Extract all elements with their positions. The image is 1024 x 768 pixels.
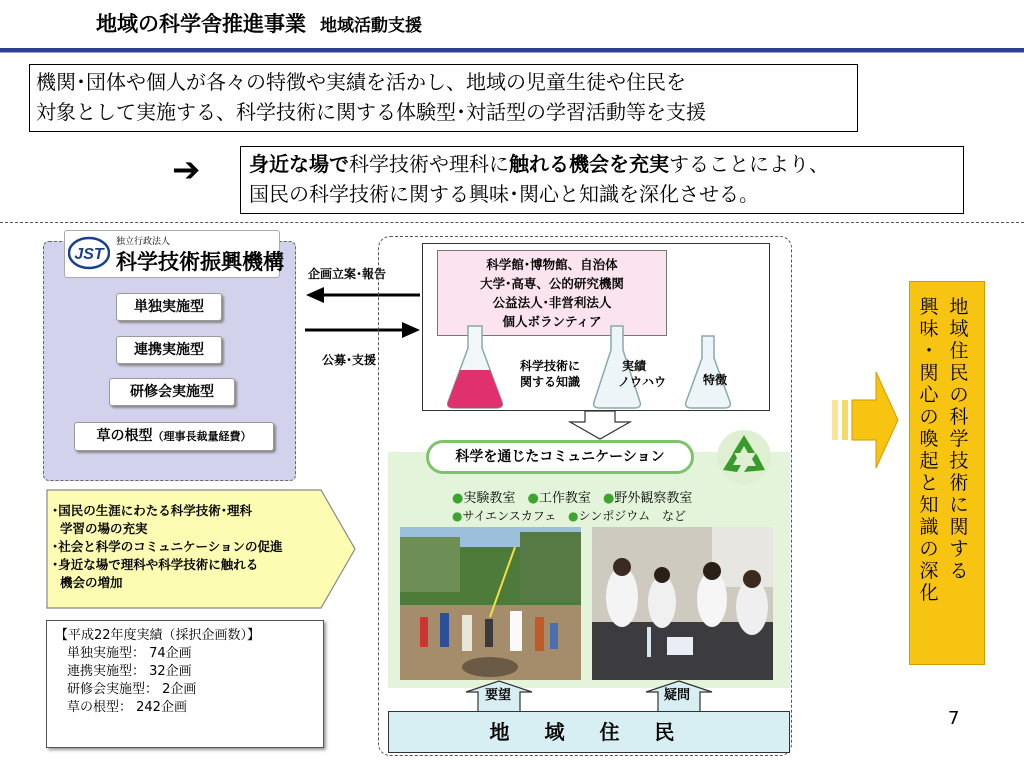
objective-item: 機会の増加	[60, 575, 123, 590]
outcome-char: 科	[949, 406, 969, 428]
question-label: 疑問	[664, 688, 691, 703]
results-heading: 【平成22年度実績（採択企画数）】	[55, 628, 261, 643]
type-partnership: 連携実施型	[116, 336, 222, 364]
right-arrow-icon: ➔	[172, 150, 201, 190]
flow-report-label: 企画立案･報告	[308, 267, 387, 281]
outcome-char: 起	[919, 450, 939, 472]
outcome-char: 域	[949, 318, 969, 340]
title-main: 地域の科学舎推進事業	[96, 12, 306, 36]
goal-box	[240, 146, 964, 214]
knowledge-line-2: 関する知識	[520, 375, 581, 389]
section-divider	[0, 222, 1024, 223]
activity-row-2	[452, 507, 686, 524]
record-line-2: ノウハウ	[618, 375, 667, 389]
knowledge-label	[520, 358, 580, 390]
results-row: 研修会実施型： 2企画	[67, 682, 197, 697]
objectives-list	[52, 502, 322, 592]
intro-line-2: 対象として実施する、科学技術に関する体験型･対話型の学習活動等を支援	[36, 100, 706, 124]
outcome-char: 術	[949, 472, 969, 494]
outdoor-class-photo	[400, 527, 581, 680]
type-single: 単独実施型	[116, 293, 222, 321]
intro-line-1: 機関･団体や個人が各々の特徴や実績を活かし、地域の児童生徒や住民を	[36, 70, 686, 94]
activity-item: シンポジウム	[578, 509, 651, 523]
outcome-char: 技	[949, 450, 969, 472]
org-item: 大学･高専、公的研究機関	[480, 276, 624, 291]
org-item: 科学館･博物館、自治体	[486, 257, 618, 272]
jst-logo-icon	[68, 236, 110, 270]
feature-label: 特徴	[703, 373, 728, 387]
outcome-char: 住	[949, 340, 969, 362]
request-label: 要望	[485, 688, 512, 703]
activity-etc: など	[661, 509, 686, 523]
outcome-char: 深	[919, 560, 939, 582]
goal-text-2: することにより、	[669, 152, 829, 176]
objective-item: ･身近な場で理科や科学技術に触れる	[52, 557, 259, 572]
recycle-icon	[715, 428, 773, 486]
outcome-char: の	[919, 406, 939, 428]
activity-item: 実験教室	[463, 491, 516, 506]
outcome-char: と	[919, 472, 939, 494]
results-row: 連携実施型： 32企画	[67, 664, 192, 679]
grassroots-label: 草の根型	[96, 428, 153, 444]
outcome-line-1	[947, 296, 971, 582]
outcome-char: る	[949, 560, 969, 582]
record-line-1: 実績	[622, 359, 647, 373]
lab-class-photo	[592, 527, 773, 680]
goal-bold-2: 触れる機会を充実	[509, 152, 669, 176]
outcome-char: 民	[949, 362, 969, 384]
activity-item: サイエンスカフェ	[462, 509, 557, 523]
knowledge-line-1: 科学技術に	[520, 359, 581, 373]
results-row: 単独実施型： 74企画	[67, 646, 192, 661]
outcome-char: す	[949, 538, 969, 560]
outcome-arrow-icon	[830, 370, 900, 470]
activity-item: 野外観察教室	[614, 491, 693, 506]
flow-support-label: 公募･支援	[322, 353, 377, 367]
jst-org-type: 独立行政法人	[116, 237, 171, 247]
bullet-dot-icon: ●	[452, 491, 464, 506]
outcome-char: 興	[919, 296, 939, 318]
page-number: 7	[948, 708, 960, 729]
activity-item: 工作教室	[538, 491, 591, 506]
bullet-dot-icon: ●	[568, 509, 579, 523]
outcome-char: の	[919, 538, 939, 560]
bullet-dot-icon: ●	[452, 509, 463, 523]
goal-line-2: 国民の科学技術に関する興味･関心と知識を深化させる。	[249, 182, 759, 206]
title-divider	[0, 48, 1024, 53]
org-item: 個人ボランティア	[502, 314, 602, 329]
outcome-char: 喚	[919, 428, 939, 450]
type-grassroots	[74, 422, 274, 451]
outcome-char: 化	[919, 582, 939, 604]
goal-text-1: 科学技術や理科に	[349, 152, 509, 176]
results-note	[46, 620, 324, 748]
outcome-char: 味	[919, 318, 939, 340]
outcome-line-2	[917, 296, 941, 604]
record-label	[618, 358, 666, 390]
results-row: 草の根型： 242企画	[67, 700, 187, 715]
goal-line-1	[249, 149, 963, 179]
flasks	[440, 318, 740, 410]
bullet-dot-icon: ●	[527, 491, 539, 506]
local-residents-box: 地 域 住 民	[388, 711, 790, 753]
jst-org-name: 科学技術振興機構	[116, 250, 284, 274]
svg-text:JST: JST	[74, 246, 104, 263]
title-sub: 地域活動支援	[320, 16, 422, 36]
objective-item: 学習の場の充実	[60, 521, 148, 536]
outcome-char: 関	[919, 362, 939, 384]
activity-row-1	[452, 487, 692, 506]
outcome-char: の	[949, 384, 969, 406]
intro-box	[29, 64, 858, 132]
flask-knowledge-icon	[448, 326, 503, 408]
objective-item: ･国民の生涯にわたる科学技術･理科	[52, 503, 253, 518]
bullet-dot-icon: ●	[603, 491, 615, 506]
page-title	[96, 8, 422, 38]
type-training: 研修会実施型	[109, 378, 235, 406]
outcome-char: 関	[949, 516, 969, 538]
objective-item: ･社会と科学のコミュニケーションの促進	[52, 539, 283, 554]
outcome-char: ･	[924, 340, 934, 362]
org-item: 公益法人･非営利法人	[492, 295, 612, 310]
outcome-char: 心	[919, 384, 939, 406]
outcome-char: 地	[949, 296, 969, 318]
outcome-char: 知	[919, 494, 939, 516]
communication-banner: 科学を通じたコミュニケーション	[426, 440, 694, 474]
outcome-char: 識	[919, 516, 939, 538]
outcome-char: に	[949, 494, 969, 516]
grassroots-note: （理事長裁量経費）	[152, 430, 252, 443]
down-arrow-icon	[560, 410, 640, 440]
outcome-char: 学	[949, 428, 969, 450]
goal-bold-1: 身近な場で	[249, 152, 349, 176]
